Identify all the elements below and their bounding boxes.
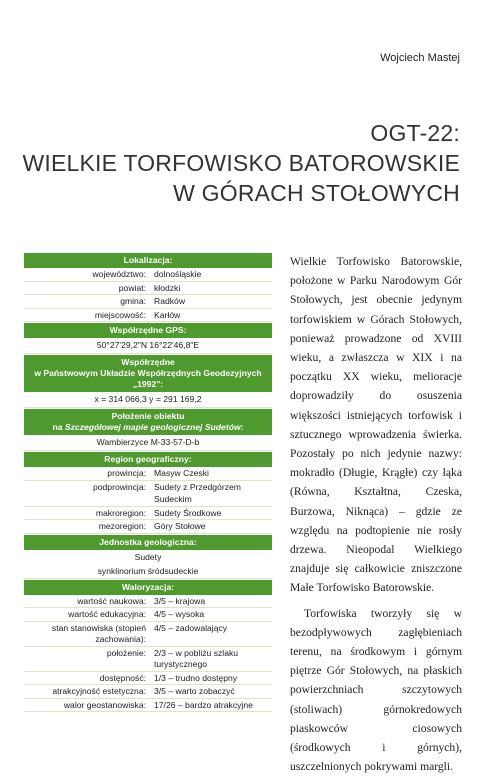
title-line-1: OGT-22: (370, 120, 460, 146)
lokalizacja-value: Karłów (154, 309, 181, 320)
waloryzacja-row (24, 622, 272, 647)
waloryzacja-label: położenie: (106, 647, 146, 658)
body-text (290, 252, 462, 776)
title-line-3: W GÓRACH STOŁOWYCH (173, 180, 460, 206)
lokalizacja-label: województwo: (92, 269, 146, 279)
region-label: podprowincja: (92, 481, 146, 492)
lokalizacja-row (24, 268, 272, 282)
lokalizacja-label: miejscowość: (94, 309, 146, 320)
title-line-2: WIELKIE TORFOWISKO BATOROWSKIE (22, 150, 460, 176)
lokalizacja-rows (24, 268, 272, 322)
waloryzacja-label: atrakcyjność estetyczna: (52, 686, 146, 696)
region-rows (24, 467, 272, 534)
jednostka-line1: Sudety (134, 551, 162, 562)
section-header-region: Region geograficzny: (24, 452, 272, 467)
polozenie-header-line1: Położenie obiektu (111, 411, 185, 421)
polozenie-header-line2 (26, 422, 270, 433)
pukwg-header-line1: Współrzędne (121, 357, 175, 367)
region-label: mezoregion: (98, 521, 146, 531)
waloryzacja-row (24, 608, 272, 622)
waloryzacja-label: walor geostanowiska: (63, 699, 146, 710)
lokalizacja-row (24, 282, 272, 296)
waloryzacja-value: 3/5 – krajowa (154, 595, 206, 606)
jednostka-line2: synklinorium śródsudeckie (24, 564, 272, 579)
region-row (24, 520, 272, 534)
region-value: Masyw Czeski (154, 468, 209, 478)
section-header-lokalizacja: Lokalizacja: (24, 253, 272, 268)
waloryzacja-row (24, 672, 272, 686)
section-header-polozenie (24, 409, 272, 435)
section-header-gps: Współrzędne GPS: (24, 323, 272, 338)
paragraph-1: Wielkie Torfowisko Batorowskie, położone w Parku Narodowym Gór Stołowych, jest obecnie jedynym torfowiskiem w Górach Stołowych, ponieważ prowadzone od XVIII wieku, a zwłaszcza w XIX i na początku XX wieku, melioracje doprowadziły do osuszenia większości istniejących torfowisk i sztucznego wprowadzenia świerka. Pozostały po nich jedynie nazwy: mokradło (Długie, Krągłe) czy łąka (Równa, Kształtna, Czeska, Burzowa, Niknąca) – gdzie ze względu na podtopienie nie rosły drzewa. Nieopodal Wielkiego znajduje się całkowicie zniszczone Małe Torfowisko Batorowskie. (290, 255, 462, 595)
waloryzacja-value: 17/26 – bardzo atrakcyjne (154, 699, 253, 710)
waloryzacja-value: 2/3 – w pobliżu szlaku turystycznego (154, 647, 239, 669)
waloryzacja-label: wartość naukowa: (77, 595, 146, 606)
pukwg-header-line2: w Państwowym Układzie Współrzędnych Geodezyjnych „1992": (34, 368, 262, 389)
lokalizacja-value: dolnośląskie (154, 269, 202, 279)
lokalizacja-label: powiat: (118, 282, 146, 293)
region-row (24, 481, 272, 507)
waloryzacja-label: wartość edukacyjna: (68, 609, 146, 619)
region-label: makroregion: (95, 507, 146, 518)
info-table (24, 252, 272, 712)
region-row (24, 507, 272, 521)
lokalizacja-value: Radków (154, 296, 186, 306)
section-header-pukwg (24, 355, 272, 392)
author-name: Wojciech Mastej (380, 52, 460, 64)
waloryzacja-label: dostępność: (99, 672, 146, 683)
lokalizacja-value: kłodzki (154, 282, 181, 293)
polozenie-prefix: na (52, 422, 65, 432)
pukwg-value: x = 314 066,3 y = 291 169,2 (24, 392, 272, 408)
gps-value: 50°27'29,2"N 16°22'46,8"E (24, 338, 272, 354)
waloryzacja-value: 4/5 – wysoka (154, 609, 205, 619)
lokalizacja-label: gmina: (120, 296, 146, 306)
region-value: Sudety z Przedgórzem Sudeckim (154, 481, 241, 504)
waloryzacja-row (24, 647, 272, 672)
waloryzacja-rows (24, 595, 272, 713)
section-header-waloryzacja: Waloryzacja: (24, 580, 272, 595)
region-label: prowincja: (107, 468, 146, 478)
waloryzacja-value: 1/3 – trudno dostępny (154, 672, 238, 683)
waloryzacja-value: 4/5 – zadowalający (154, 622, 228, 633)
region-value: Sudety Środkowe (154, 507, 222, 518)
waloryzacja-row (24, 699, 272, 713)
waloryzacja-row (24, 595, 272, 609)
polozenie-value: Wambierzyce M-33-57-D-b (24, 435, 272, 451)
section-header-jednostka: Jednostka geologiczna: (24, 535, 272, 550)
waloryzacja-value: 3/5 – warto zobaczyć (154, 686, 235, 696)
lokalizacja-row (24, 295, 272, 309)
article-title (0, 118, 460, 208)
waloryzacja-label: stan stanowiska (stopień zachowania): (51, 622, 146, 644)
polozenie-map-name: Szczegółowej mapie geologicznej Sudetów (64, 422, 241, 432)
paragraph-2: Torfowiska tworzyły się w bezodpływowych zagłębieniach terenu, na środkowym i górnym piętrze Gór Stołowych, na płaskich powierzchniach szczytowych (stoliwach) górnokredowych piaskowców ciosowych (środkowych i górnych), uszczelnionych pokrywami margli. (290, 606, 462, 774)
region-value: Góry Stołowe (154, 521, 206, 531)
region-row (24, 467, 272, 481)
waloryzacja-row (24, 685, 272, 699)
polozenie-suffix: : (240, 422, 244, 432)
lokalizacja-row (24, 309, 272, 323)
